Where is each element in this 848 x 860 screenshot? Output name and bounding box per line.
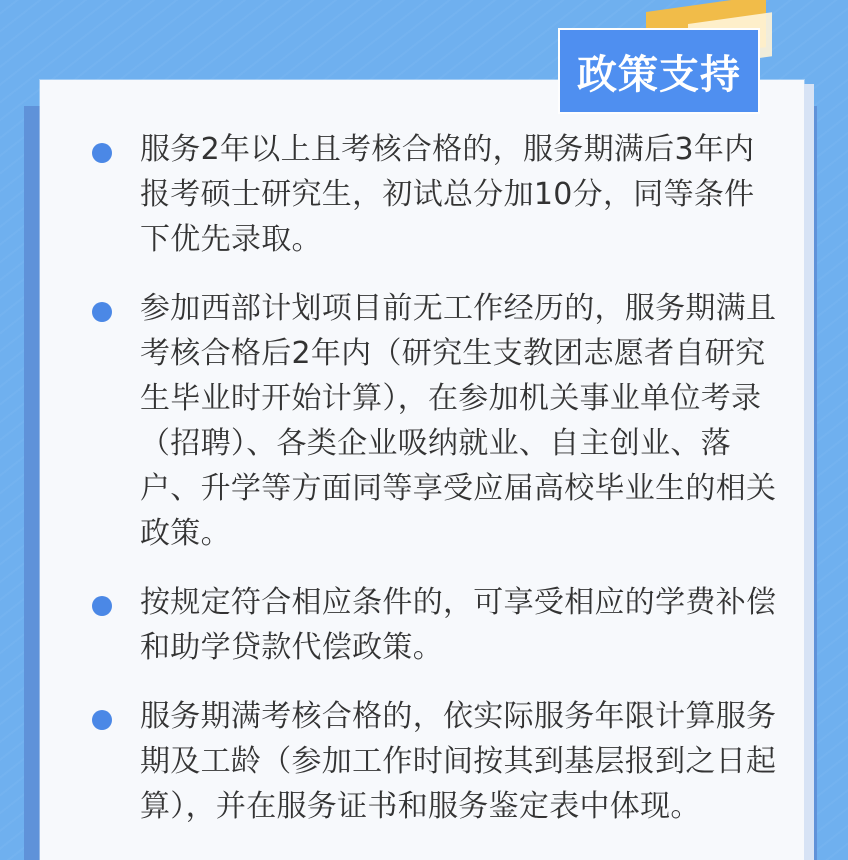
policy-item-text: 服务期满考核合格的，依实际服务年限计算服务期及工龄（参加工作时间按其到基层报到之日起算），并在服务证书和服务鉴定表中体现。 <box>140 699 777 824</box>
policy-item-text: 参加西部计划项目前无工作经历的，服务期满且考核合格后2年内（研究生支教团志愿者自研究生毕业时开始计算），在参加机关事业单位考录（招聘）、各类企业吸纳就业、自主创业、落户、升学等方面同等享受应届高校毕业生的相关政策。 <box>140 291 777 551</box>
panel-edge <box>804 84 814 860</box>
policy-badge <box>558 28 760 114</box>
policy-item <box>92 286 782 556</box>
badge-title: 政策支持 <box>577 52 741 97</box>
bullet-dot-icon <box>92 302 112 322</box>
policy-item <box>92 580 782 670</box>
bullet-dot-icon <box>92 596 112 616</box>
policy-item <box>92 127 782 262</box>
bullet-dot-icon <box>92 143 112 163</box>
policy-list <box>92 127 782 853</box>
bullet-dot-icon <box>92 710 112 730</box>
policy-item-text: 服务2年以上且考核合格的，服务期满后3年内报考硕士研究生，初试总分加10分，同等条件下优先录取。 <box>140 132 755 257</box>
policy-item-text: 按规定符合相应条件的，可享受相应的学费补偿和助学贷款代偿政策。 <box>140 585 777 665</box>
policy-item <box>92 694 782 829</box>
